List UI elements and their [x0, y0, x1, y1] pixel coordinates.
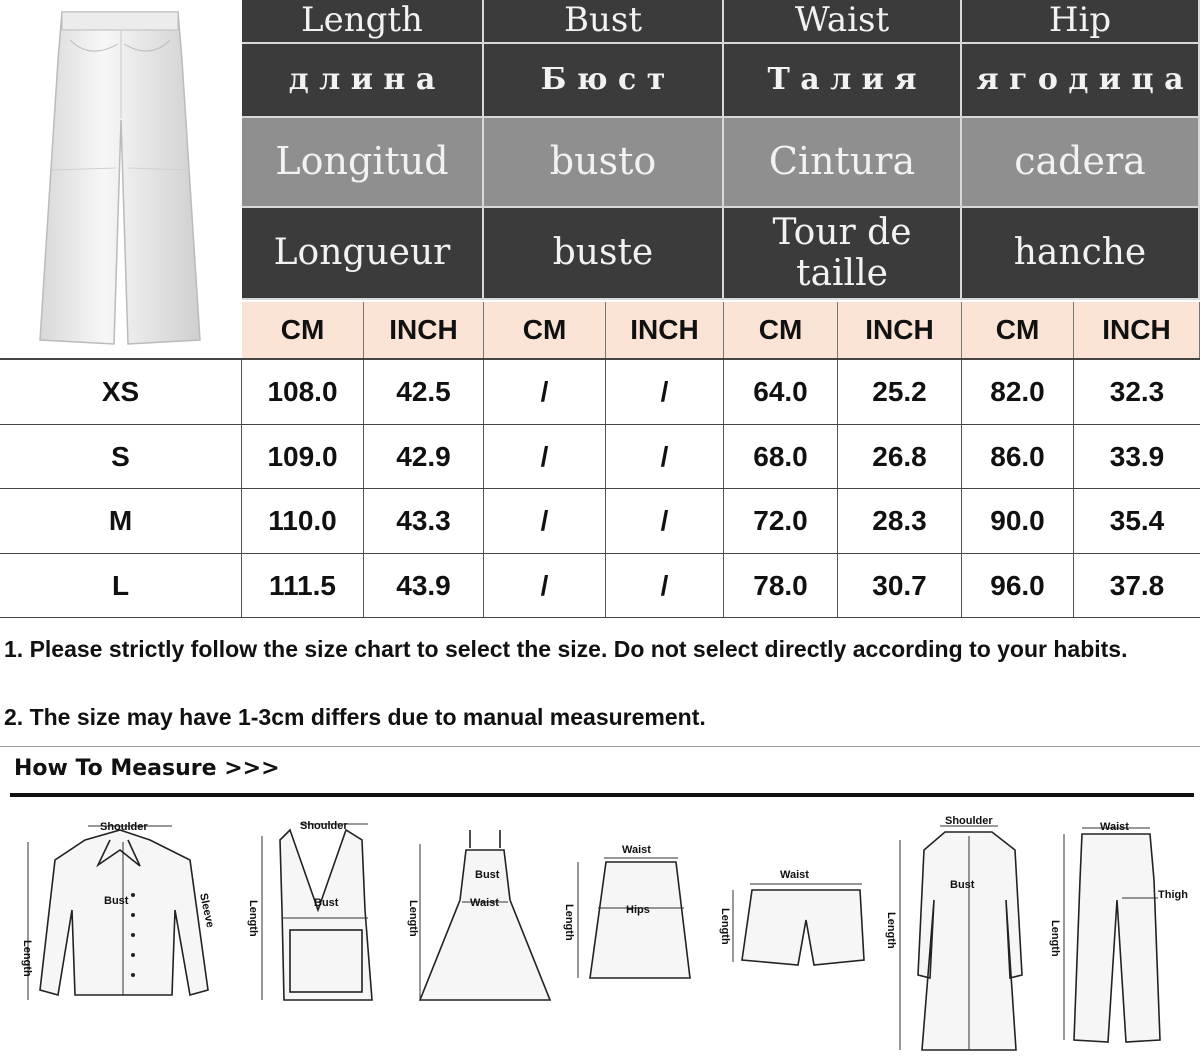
unit-header: CM	[484, 302, 606, 358]
unit-header: CM	[724, 302, 838, 358]
measurement-cell: 28.3	[838, 489, 962, 554]
size-label: L	[0, 554, 242, 619]
length-label: Length	[719, 908, 731, 945]
product-image	[0, 0, 242, 358]
shorts-diagram	[719, 869, 864, 965]
measurement-cell: 32.3	[1109, 376, 1165, 408]
measurement-cell: 78.0	[724, 554, 838, 619]
unit-header: INCH	[364, 302, 484, 358]
divider	[0, 746, 1200, 747]
waist-label: Waist	[470, 897, 499, 909]
header-bust-1: Б ю с т	[484, 44, 724, 118]
measurement-cell: 43.3	[364, 489, 484, 554]
unit-header: INCH	[1074, 302, 1200, 358]
length-label: Length	[563, 904, 575, 941]
header-length-2: Longitud	[242, 118, 484, 208]
unit-header: INCH	[838, 302, 962, 358]
measurement-cell: 108.0	[242, 360, 364, 425]
measurement-cell: 42.5	[364, 360, 484, 425]
measurement-cell: 82.0	[962, 360, 1074, 425]
waist-label: Waist	[1100, 821, 1129, 833]
length-label: Length	[885, 912, 897, 949]
measurement-cell: 42.9	[364, 425, 484, 490]
length-label: Length	[247, 900, 259, 937]
bust-label: Bust	[950, 879, 975, 891]
measurement-cell: 90.0	[962, 489, 1074, 554]
coat-diagram	[885, 815, 1022, 1050]
measurement-cell: /	[484, 360, 606, 425]
header-waist-0: Waist	[724, 0, 962, 44]
header-waist-1: Т а л и я	[724, 44, 962, 118]
size-label: XS	[0, 360, 242, 425]
measurement-cell: 72.0	[724, 489, 838, 554]
unit-header: CM	[962, 302, 1074, 358]
unit-header: CM	[242, 302, 364, 358]
measurement-cell: /	[606, 489, 724, 554]
how-to-measure-title: How To Measure >>>	[14, 756, 280, 781]
length-label: Length	[407, 900, 419, 937]
measurement-cell: /	[484, 554, 606, 619]
header-bust-2: busto	[484, 118, 724, 208]
measurement-cell: 33.9	[1109, 440, 1165, 472]
skirt-diagram	[563, 844, 690, 978]
bust-label: Bust	[104, 895, 129, 907]
header-bust-0: Bust	[484, 0, 724, 44]
measurement-cell: 109.0	[242, 425, 364, 490]
pants-illustration	[0, 0, 242, 358]
measurement-cell: /	[606, 360, 724, 425]
measurement-cell: 64.0	[724, 360, 838, 425]
measurement-cell: /	[606, 425, 724, 490]
bust-label: Bust	[475, 869, 500, 881]
measurement-cell: 111.5	[242, 554, 364, 619]
header-waist-3: Tour de taille	[724, 208, 962, 300]
unit-header: INCH	[606, 302, 724, 358]
measurement-cell: 43.9	[364, 554, 484, 619]
shirt-diagram	[21, 821, 216, 1000]
measure-diagrams	[0, 800, 1200, 1062]
thigh-label: Thigh	[1158, 889, 1188, 901]
header-bust-3: buste	[484, 208, 724, 300]
measurement-cell: 110.0	[242, 489, 364, 554]
measurement-cell: 30.7	[838, 554, 962, 619]
header-hip-1: я г о д и ц а	[962, 44, 1200, 118]
shoulder-label: Shoulder	[945, 815, 993, 827]
shoulder-label: Shoulder	[100, 821, 148, 833]
header-length-1: д л и н а	[242, 44, 484, 118]
waist-label: Waist	[780, 869, 809, 881]
dress-diagram	[407, 830, 550, 1000]
size-label: S	[0, 425, 242, 490]
row-divider	[0, 617, 1200, 618]
sleeve-label: Sleeve	[197, 892, 217, 929]
measurement-cell: /	[484, 489, 606, 554]
measurement-cell: 26.8	[838, 425, 962, 490]
length-label: Length	[1049, 920, 1061, 957]
bust-label: Bust	[314, 897, 339, 909]
header-hip-0: Hip	[962, 0, 1200, 44]
pants-diagram	[1049, 821, 1188, 1042]
vest-diagram	[247, 820, 372, 1000]
size-label: M	[0, 489, 242, 554]
measurement-cell: 86.0	[962, 425, 1074, 490]
title-rule	[10, 793, 1194, 797]
waist-label: Waist	[622, 844, 651, 856]
size-note-1: 1. Please strictly follow the size chart to select the size. Do not select directly according to your habits.	[4, 636, 1128, 662]
length-label: Length	[21, 940, 33, 977]
measurement-cell: 68.0	[724, 425, 838, 490]
measurement-cell: /	[606, 554, 724, 619]
shoulder-label: Shoulder	[300, 820, 348, 832]
hips-label: Hips	[626, 904, 650, 916]
measurement-cell: /	[484, 425, 606, 490]
measurement-cell: 25.2	[838, 360, 962, 425]
header-hip-2: cadera	[962, 118, 1200, 208]
size-note-2: 2. The size may have 1-3cm differs due to manual measurement.	[4, 704, 706, 730]
measurement-cell: 35.4	[1109, 505, 1165, 537]
header-length-0: Length	[242, 0, 484, 44]
measurement-cell: 37.8	[1109, 569, 1165, 601]
header-hip-3: hanche	[962, 208, 1200, 300]
header-length-3: Longueur	[242, 208, 484, 300]
measurement-cell: 96.0	[962, 554, 1074, 619]
header-waist-2: Cintura	[724, 118, 962, 208]
